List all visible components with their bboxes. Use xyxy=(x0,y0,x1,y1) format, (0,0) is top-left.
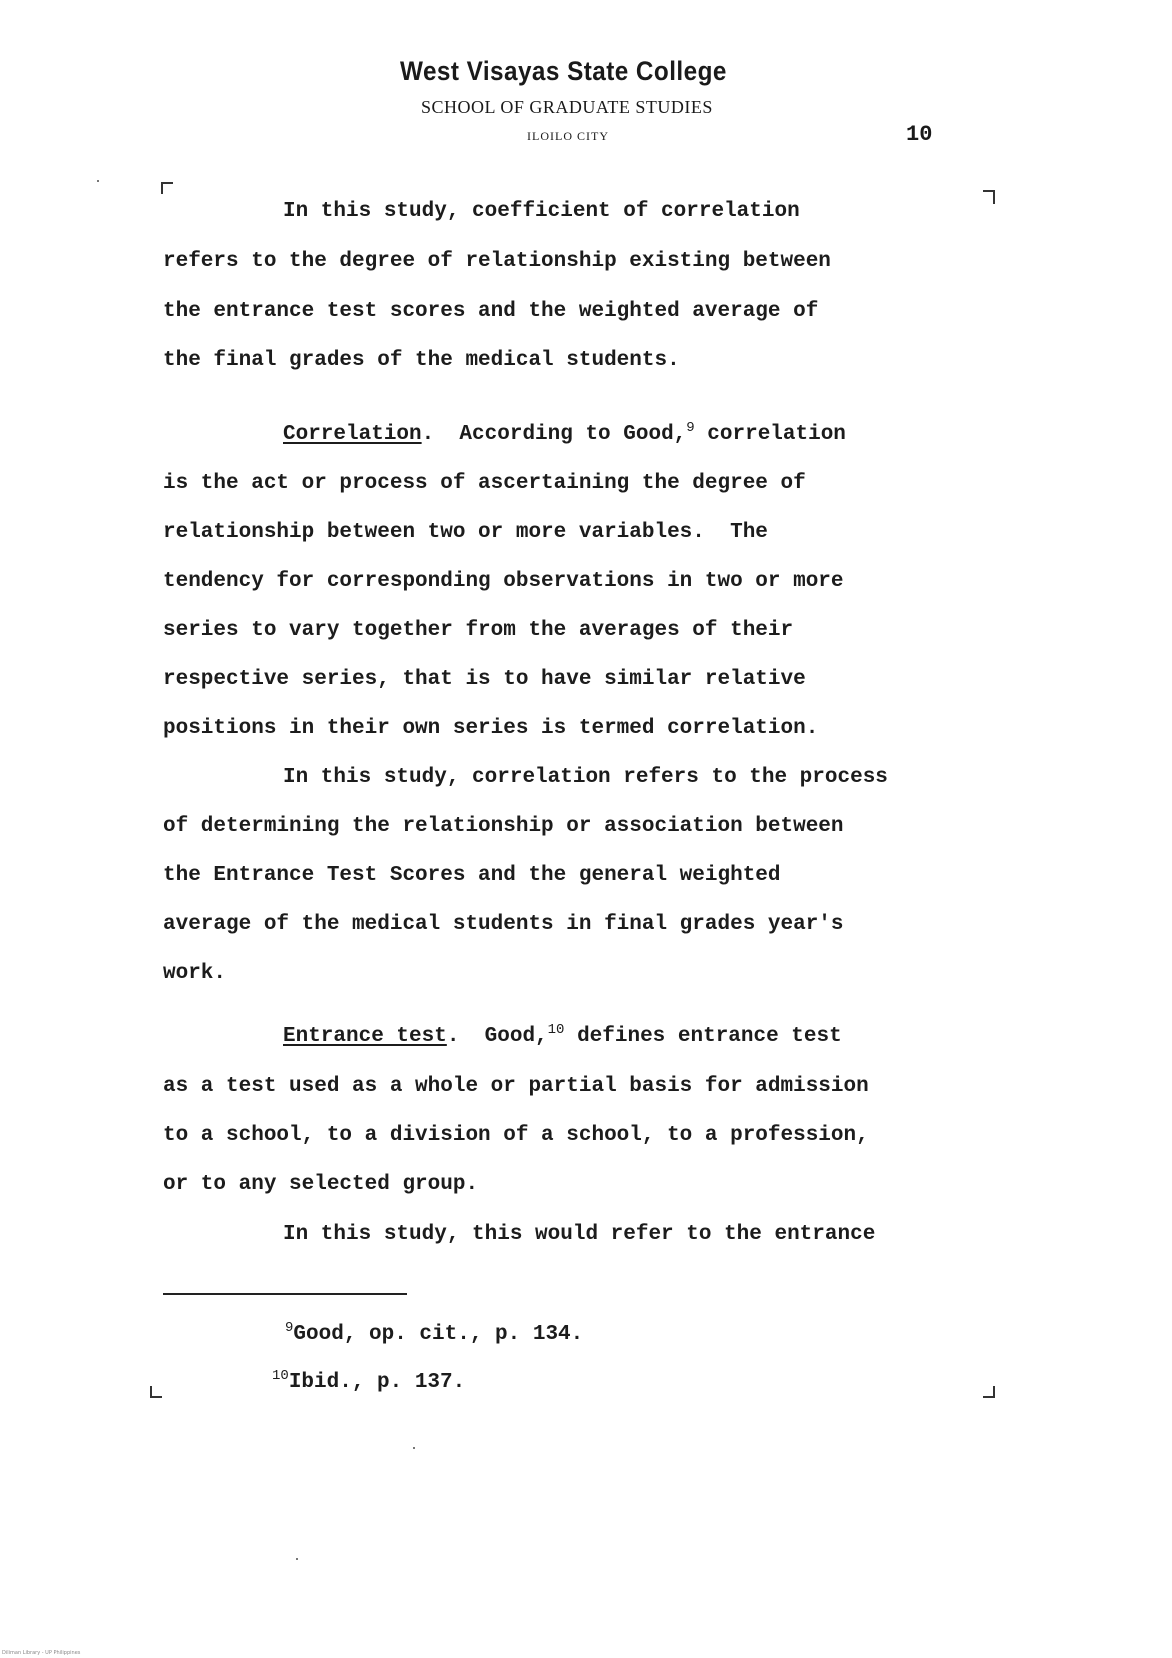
term-correlation: Correlation xyxy=(283,423,422,446)
body-line: refers to the degree of relationship existing between xyxy=(163,250,831,273)
crop-mark-top-right xyxy=(983,190,995,204)
crop-mark-bottom-left xyxy=(150,1386,162,1398)
body-line: tendency for corresponding observations in two or more xyxy=(163,570,844,593)
page-number: 10 xyxy=(906,122,933,147)
body-line: or to any selected group. xyxy=(163,1173,479,1196)
scan-speck xyxy=(97,180,99,182)
footnote-9: $^9$Good, op. cit., p. 134. xyxy=(285,1320,584,1346)
body-line: respective series, that is to have similar relative xyxy=(163,668,806,691)
body-line: average of the medical students in final grades year's xyxy=(163,913,844,936)
correlation-definition-heading: Correlation. According to Good,$^9$ correlation xyxy=(283,420,846,446)
term-entrance-test: Entrance test xyxy=(283,1025,447,1048)
body-line: relationship between two or more variables. The xyxy=(163,521,768,544)
body-line: the Entrance Test Scores and the general weighted xyxy=(163,864,781,887)
body-line: series to vary together from the averages of their xyxy=(163,619,794,642)
body-line: the final grades of the medical students. xyxy=(163,349,680,372)
body-line: In this study, this would refer to the entrance xyxy=(283,1223,876,1246)
body-line: the entrance test scores and the weighted average of xyxy=(163,300,819,323)
footnote-ref-9: 9 xyxy=(686,420,695,436)
scan-speck xyxy=(296,1558,298,1560)
body-line: to a school, to a division of a school, to a profession, xyxy=(163,1124,869,1147)
school-name: SCHOOL OF GRADUATE STUDIES xyxy=(421,97,713,117)
footnote-10: $^{10}$Ibid., p. 137. xyxy=(272,1368,466,1394)
body-line: In this study, coefficient of correlation xyxy=(283,200,800,223)
scan-footer-text: Diliman Library - UP Philippines xyxy=(2,1650,81,1656)
body-line: positions in their own series is termed correlation. xyxy=(163,717,819,740)
scan-speck xyxy=(413,1447,415,1449)
crop-mark-bottom-right xyxy=(983,1386,995,1398)
crop-mark-top-left xyxy=(161,182,173,194)
body-line: is the act or process of ascertaining the degree of xyxy=(163,472,806,495)
entrance-test-definition-heading: Entrance test. Good,$^{10}$ defines entrance test xyxy=(283,1022,842,1048)
body-line: work. xyxy=(163,962,227,985)
body-line: as a test used as a whole or partial basis for admission xyxy=(163,1075,869,1098)
body-line: of determining the relationship or association between xyxy=(163,815,844,838)
body-line: In this study, correlation refers to the process xyxy=(283,766,888,789)
footnote-rule xyxy=(163,1293,407,1295)
footnote-ref-10: 10 xyxy=(547,1022,565,1038)
institution-name: West Visayas State College xyxy=(400,56,727,86)
city-name: ILOILO CITY xyxy=(527,129,609,143)
